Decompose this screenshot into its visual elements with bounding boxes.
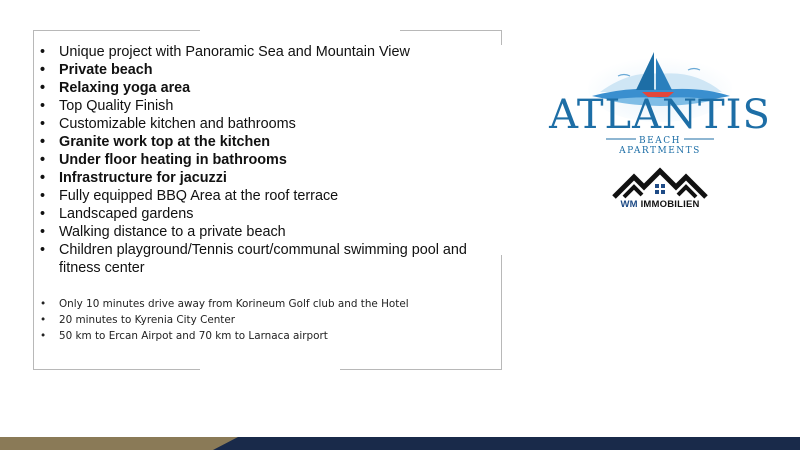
feature-text: Infrastructure for jacuzzi	[59, 170, 227, 186]
bullet-icon: •	[40, 80, 46, 96]
frame-gap	[200, 368, 340, 372]
bullet-icon: •	[40, 298, 47, 310]
feature-item	[38, 205, 478, 223]
wm-immobilien-logo	[606, 199, 714, 210]
bullet-icon: •	[40, 314, 47, 326]
feature-text: Children playground/Tennis court/communal swimming pool and fitness center	[59, 242, 467, 276]
footer-stripe-gold	[0, 437, 238, 450]
feature-item	[38, 223, 478, 241]
feature-text: Fully equipped BBQ Area at the roof terrace	[59, 188, 339, 204]
bullet-icon: •	[40, 152, 46, 168]
bullet-icon: •	[40, 98, 46, 114]
frame-gap	[200, 28, 400, 32]
bullet-icon: •	[40, 242, 46, 258]
frame-gap	[499, 45, 504, 255]
wm-prefix: WM	[620, 199, 638, 210]
bullet-icon: •	[40, 224, 46, 240]
note-item	[38, 296, 478, 312]
feature-item	[38, 43, 478, 61]
bullet-icon: •	[40, 44, 46, 60]
feature-text: Walking distance to a private beach	[59, 224, 286, 240]
note-item	[38, 328, 478, 344]
feature-item	[38, 97, 478, 115]
atlantis-logo-text: ATLANTIS	[549, 92, 771, 138]
bullet-icon: •	[40, 188, 46, 204]
feature-item	[38, 187, 478, 205]
feature-list	[38, 43, 478, 277]
feature-text: Relaxing yoga area	[59, 80, 191, 96]
bullet-icon: •	[40, 62, 46, 78]
note-text: Only 10 minutes drive away from Korineum Golf club and the Hotel	[59, 298, 409, 310]
bullet-icon: •	[40, 116, 46, 132]
feature-text: Customizable kitchen and bathrooms	[59, 116, 296, 132]
atlantis-tagline: BEACH APARTMENTS	[619, 136, 701, 156]
bullet-icon: •	[40, 170, 46, 186]
footer-stripe-navy	[213, 437, 800, 450]
bullet-icon: •	[40, 134, 46, 150]
feature-item	[38, 115, 478, 133]
feature-text: Granite work top at the kitchen	[59, 134, 271, 150]
feature-item	[38, 133, 478, 151]
feature-text: Unique project with Panoramic Sea and Mountain View	[59, 44, 410, 60]
feature-item	[38, 169, 478, 187]
feature-item	[38, 79, 478, 97]
feature-item	[38, 151, 478, 169]
bullet-icon: •	[40, 330, 47, 342]
bullet-icon: •	[40, 206, 46, 222]
feature-item	[38, 241, 478, 277]
feature-text: Private beach	[59, 62, 153, 78]
location-notes	[38, 296, 478, 344]
feature-text: Top Quality Finish	[59, 98, 174, 114]
feature-text: Landscaped gardens	[59, 206, 194, 222]
note-text: 20 minutes to Kyrenia City Center	[59, 314, 236, 326]
feature-item	[38, 61, 478, 79]
wm-name: IMMOBILIEN	[640, 199, 700, 210]
note-text: 50 km to Ercan Airpot and 70 km to Larnaca airport	[59, 330, 328, 342]
note-item	[38, 312, 478, 328]
feature-text: Under floor heating in bathrooms	[59, 152, 287, 168]
